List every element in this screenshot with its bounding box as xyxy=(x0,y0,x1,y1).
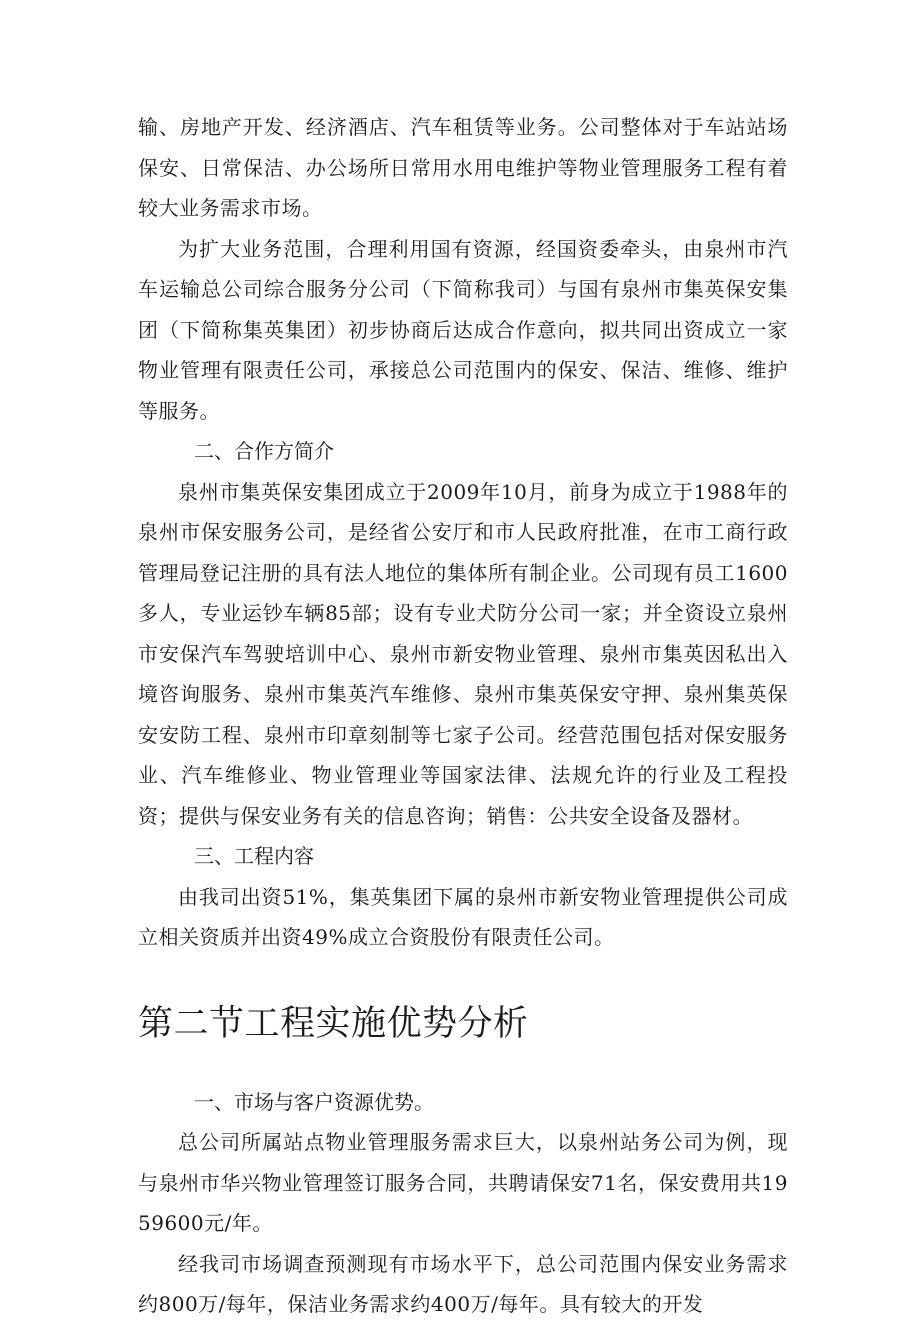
intro-paragraph-cooperation: 为扩大业务范围，合理利用国有资源，经国资委牵头，由泉州市汽车运输总公司综合服务分公司（下简称我司）与国有泉州市集英保安集团（下简称集英集团）初步协商后达成合作意向，拟共同出资成立一家物业管理有限责任公司，承接总公司范围内的保安、保洁、维修、维护等服务。 xyxy=(138,236,788,423)
partner-paragraph: 泉州市集英保安集团成立于2009年10月，前身为成立于1988年的泉州市保安服务公司，是经省公安厅和市人民政府批准，在市工商行政管理局登记注册的具有法人地位的集体所有制企业。公司现有员工1600多人，专业运钞车辆85部；设有专业犬防分公司一家；并全资设立泉州市安保汽车驾驶培训中心、泉州市新安物业管理、泉州市集英因私出入境咨询服务、泉州市集英汽车维修、泉州市集英保安守押、泉州集英保安安防工程、泉州市印章刻制等七家子公司。经营范围包括对保安服务业、汽车维修业、物业管理业等国家法律、法规允许的行业及工程投资；提供与保安业务有关的信息咨询；销售：公共安全设备及器材。 xyxy=(138,479,788,828)
heading-market-advantage: 一、市场与客户资源优势。 xyxy=(194,1089,434,1114)
market-paragraph-forecast: 经我司市场调查预测现有市场水平下，总公司范围内保安业务需求约800万/每年，保洁业务需求约400万/每年。具有较大的开发 xyxy=(138,1251,788,1316)
heading-partner-intro: 二、合作方简介 xyxy=(194,439,334,463)
project-paragraph: 由我司出资51%，集英集团下属的泉州市新安物业管理提供公司成立相关资质并出资49%成立合资股份有限责任公司。 xyxy=(138,884,788,949)
document-body xyxy=(138,107,788,1325)
section-title: 第二节工程实施优势分析 xyxy=(138,1003,529,1044)
intro-paragraph-continuation: 输、房地产开发、经济酒店、汽车租赁等业务。公司整体对于车站站场保安、日常保洁、办公场所日常用水用电维护等物业管理服务工程有着较大业务需求市场。 xyxy=(138,115,788,220)
market-paragraph-demand: 总公司所属站点物业管理服务需求巨大，以泉州站务公司为例，现与泉州市华兴物业管理签订服务合同，共聘请保安71名，保安费用共1959600元/年。 xyxy=(138,1130,788,1235)
heading-project-content: 三、工程内容 xyxy=(194,844,314,868)
